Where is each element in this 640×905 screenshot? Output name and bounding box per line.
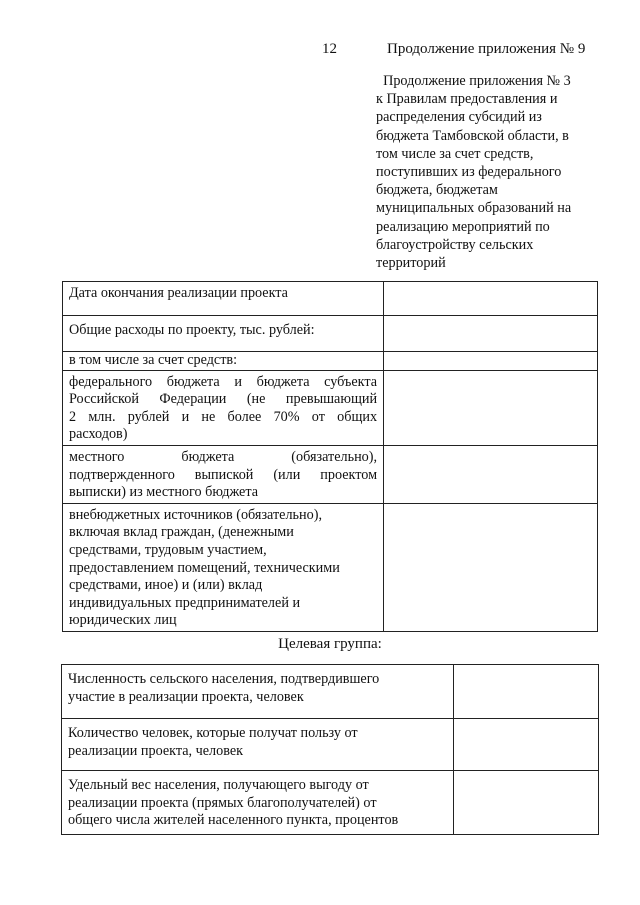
row-label-line: участие в реализации проекта, человек — [68, 688, 304, 705]
row-label-line: Дата окончания реализации проекта — [69, 285, 288, 301]
row-label — [63, 503, 384, 631]
table-row — [63, 370, 598, 445]
row-label-line: Удельный вес населения, получающего выгоду от — [68, 777, 369, 793]
appendix-line: территорий — [376, 255, 446, 272]
row-label-line: средствами, трудовым участием, — [69, 541, 267, 558]
page-number: 12 — [322, 41, 337, 57]
appendix-line: Продолжение приложения № 3 — [376, 73, 571, 89]
row-value-cell[interactable] — [454, 665, 599, 719]
row-label — [63, 370, 384, 445]
project-funding-table — [62, 281, 598, 632]
row-label — [62, 665, 454, 719]
row-label — [62, 719, 454, 771]
table-row — [62, 771, 599, 835]
row-value-cell[interactable] — [384, 503, 598, 631]
appendix-3-note — [376, 72, 594, 272]
row-label-line: подтвержденного выпиской (или проектом — [69, 466, 378, 483]
table-row — [63, 282, 598, 316]
row-label-line: Общие расходы по проекту, тыс. рублей: — [69, 322, 315, 338]
table-row — [63, 503, 598, 631]
appendix-line: поступивших из федерального — [376, 164, 562, 181]
table-row — [63, 316, 598, 352]
row-label-line: индивидуальных предпринимателей и — [69, 594, 301, 611]
target-group-table — [61, 664, 599, 835]
row-label-line: средствами, иное) и (или) вклад — [69, 577, 263, 594]
row-label — [63, 445, 384, 503]
row-label — [63, 282, 384, 316]
row-value-cell[interactable] — [454, 719, 599, 771]
appendix-line: бюджета, бюджетам — [376, 182, 498, 199]
row-label-line: расходов) — [69, 426, 128, 443]
row-value-cell[interactable] — [454, 771, 599, 835]
row-value-cell[interactable] — [384, 316, 598, 352]
table-row — [63, 445, 598, 503]
row-label-line: 2 млн. рублей и не более 70% от общих — [69, 408, 378, 425]
row-value-cell[interactable] — [384, 352, 598, 371]
table-row — [62, 719, 599, 771]
appendix-line: к Правилам предоставления и — [376, 91, 558, 108]
row-label — [63, 316, 384, 352]
appendix-line: благоустройству сельских — [376, 236, 534, 253]
row-label-line: общего числа жителей населенного пункта, процентов — [68, 812, 399, 829]
row-label-line: федерального бюджета и бюджета субъекта — [69, 373, 378, 390]
row-label-line: предоставлением помещений, техническими — [69, 559, 340, 576]
row-label-line: реализации проекта, человек — [68, 742, 244, 759]
row-label-line: Численность сельского населения, подтвердившего — [68, 671, 380, 687]
row-label-line: юридических лиц — [69, 612, 177, 629]
table-row — [63, 352, 598, 371]
row-value-cell[interactable] — [384, 445, 598, 503]
row-label-line: внебюджетных источников (обязательно), — [69, 506, 322, 523]
row-label-line: выписки) из местного бюджета — [69, 484, 259, 501]
appendix-line: муниципальных образований на — [376, 200, 572, 217]
row-label-line: местного бюджета (обязательно), — [69, 448, 378, 465]
appendix-line: бюджета Тамбовской области, в — [376, 127, 569, 144]
row-label — [63, 352, 384, 371]
table-row — [62, 665, 599, 719]
appendix-line: распределения субсидий из — [376, 109, 542, 126]
continuation-note-appendix-9: Продолжение приложения № 9 — [387, 41, 586, 57]
appendix-line: реализацию мероприятий по — [376, 218, 550, 235]
row-label-line: в том числе за счет средств: — [69, 352, 238, 368]
row-value-cell[interactable] — [384, 370, 598, 445]
appendix-line: том числе за счет средств, — [376, 145, 534, 162]
row-label-line: Российской Федерации (не превышающий — [69, 391, 378, 408]
row-value-cell[interactable] — [384, 282, 598, 316]
row-label — [62, 771, 454, 835]
row-label-line: реализации проекта (прямых благополучателей) от — [68, 794, 377, 811]
row-label-line: включая вклад граждан, (денежными — [69, 524, 294, 541]
row-label-line: Количество человек, которые получат пользу от — [68, 725, 358, 741]
target-group-title: Целевая группа: — [278, 636, 382, 652]
